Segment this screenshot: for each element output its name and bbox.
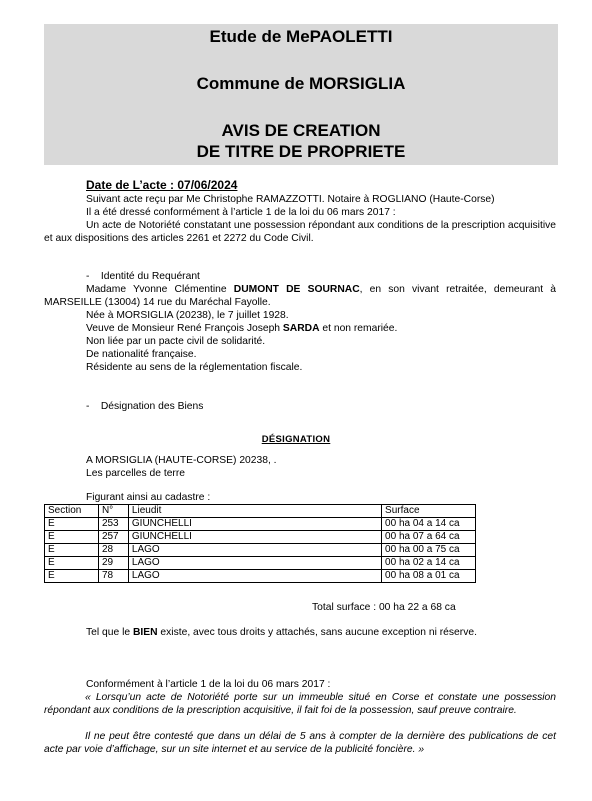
designation-title: DÉSIGNATION bbox=[261, 434, 331, 445]
total-surface: Total surface : 00 ha 22 a 68 ca bbox=[312, 602, 456, 613]
identite-born: Née à MORSIGLIA (20238), le 7 juillet 1928. bbox=[86, 310, 289, 321]
cell-section: E bbox=[45, 570, 99, 583]
quote-paragraph-1: « Lorsqu’un acte de Notoriété porte sur un immeuble situé en Corse et constate une possession répondant aux conditions de la prescription acquisitive, il fait foi de la possession, sauf preuve contraire. bbox=[44, 692, 556, 716]
cell-lieudit: GIUNCHELLI bbox=[128, 518, 381, 531]
date-acte: Date de L’acte : 07/06/2024 bbox=[86, 178, 238, 192]
cell-section: E bbox=[45, 557, 99, 570]
biens-figurant: Figurant ainsi au cadastre : bbox=[86, 492, 211, 503]
table-row bbox=[45, 518, 476, 531]
identite-paragraph: Madame Yvonne Clémentine DUMONT DE SOURNAC, en son vivant retraitée, demeurant à MARSEILLE (13004) 14 rue du Maréchal Fayolle. bbox=[44, 284, 556, 308]
table-row bbox=[45, 570, 476, 583]
cell-lieudit: LAGO bbox=[128, 570, 381, 583]
bien-statement: Tel que le BIEN existe, avec tous droits y attachés, sans aucune exception ni réserve. bbox=[86, 627, 477, 638]
header-surface: Surface bbox=[382, 505, 476, 518]
cell-surface: 00 ha 07 a 64 ca bbox=[382, 531, 476, 544]
table-row bbox=[45, 531, 476, 544]
avis-title-line1: AVIS DE CREATION bbox=[221, 121, 381, 140]
etude-title: Etude de MePAOLETTI bbox=[209, 27, 393, 46]
identite-heading: - Identité du Requérant bbox=[86, 271, 200, 282]
cell-section: E bbox=[45, 531, 99, 544]
cell-surface: 00 ha 00 a 75 ca bbox=[382, 544, 476, 557]
quote-paragraph-2: Il ne peut être contesté que dans un délai de 5 ans à compter de la dernière des publications de cet acte par voie d’affichage, sur un site internet et au service de la publicité foncière. » bbox=[44, 731, 556, 755]
biens-parcelles: Les parcelles de terre bbox=[86, 468, 186, 479]
biens-heading: - Désignation des Biens bbox=[86, 401, 204, 412]
header-section: Section bbox=[45, 505, 99, 518]
cell-surface: 00 ha 08 a 01 ca bbox=[382, 570, 476, 583]
conformement-line: Conformément à l’article 1 de la loi du 06 mars 2017 : bbox=[86, 679, 331, 690]
identite-nationalite: De nationalité française. bbox=[86, 349, 197, 360]
cell-surface: 00 ha 02 a 14 ca bbox=[382, 557, 476, 570]
identite-veuve: Veuve de Monsieur René François Joseph SARDA et non remariée. bbox=[86, 323, 398, 334]
cell-numero: 253 bbox=[98, 518, 128, 531]
table-row bbox=[45, 544, 476, 557]
avis-title-line2: DE TITRE DE PROPRIETE bbox=[196, 142, 406, 161]
header-banner bbox=[44, 24, 558, 165]
cell-lieudit: LAGO bbox=[128, 557, 381, 570]
header-lieudit: Lieudit bbox=[128, 505, 381, 518]
cell-section: E bbox=[45, 518, 99, 531]
cell-numero: 78 bbox=[98, 570, 128, 583]
table-row bbox=[45, 557, 476, 570]
cadastre-header-row bbox=[45, 505, 476, 518]
cell-lieudit: LAGO bbox=[128, 544, 381, 557]
cell-section: E bbox=[45, 544, 99, 557]
cell-numero: 29 bbox=[98, 557, 128, 570]
commune-title: Commune de MORSIGLIA bbox=[196, 74, 406, 93]
cadastre-table bbox=[44, 504, 476, 583]
cell-surface: 00 ha 04 a 14 ca bbox=[382, 518, 476, 531]
cell-numero: 28 bbox=[98, 544, 128, 557]
intro-line1: Suivant acte reçu par Me Christophe RAMAZZOTTI. Notaire à ROGLIANO (Haute-Corse) bbox=[86, 194, 495, 205]
cell-lieudit: GIUNCHELLI bbox=[128, 531, 381, 544]
biens-location: A MORSIGLIA (HAUTE-CORSE) 20238, . bbox=[86, 455, 277, 466]
cell-numero: 257 bbox=[98, 531, 128, 544]
header-numero: N° bbox=[98, 505, 128, 518]
intro-line2: Il a été dressé conformément à l’article 1 de la loi du 06 mars 2017 : bbox=[86, 207, 396, 218]
identite-residence: Résidente au sens de la réglementation fiscale. bbox=[86, 362, 303, 373]
identite-pacs: Non liée par un pacte civil de solidarité. bbox=[86, 336, 266, 347]
intro-line3: Un acte de Notoriété constatant une possession répondant aux conditions de la prescription acquisitive et aux dispositions des articles 2261 et 2272 du Code Civil. bbox=[44, 220, 556, 244]
